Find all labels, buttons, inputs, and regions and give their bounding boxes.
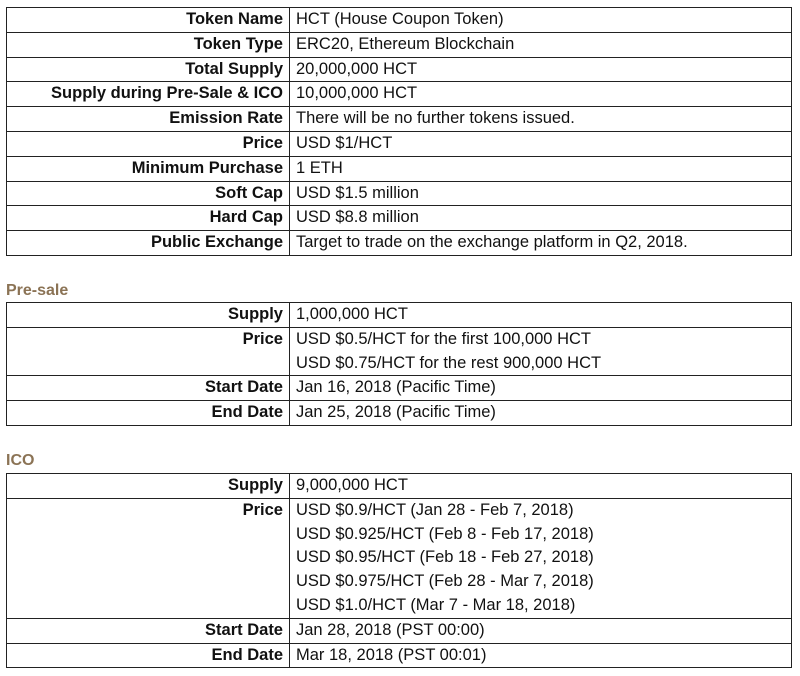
price-line: USD $0.975/HCT (Feb 28 - Mar 7, 2018): [296, 572, 594, 591]
row-label: End Date: [7, 401, 290, 426]
table-row: [7, 57, 792, 82]
presale-heading: Pre-sale: [6, 282, 69, 299]
table-row: [7, 618, 792, 643]
table-row: [7, 498, 792, 618]
row-label: Minimum Purchase: [7, 156, 290, 181]
price-line: USD $0.925/HCT (Feb 8 - Feb 17, 2018): [296, 524, 594, 543]
row-value: 9,000,000 HCT: [290, 474, 792, 499]
row-label: Soft Cap: [7, 181, 290, 206]
price-line: USD $0.75/HCT for the rest 900,000 HCT: [296, 353, 602, 372]
presale-table: [6, 302, 792, 426]
table-row: [7, 206, 792, 231]
price-line: USD $1.0/HCT (Mar 7 - Mar 18, 2018): [296, 595, 576, 614]
row-label: End Date: [7, 643, 290, 668]
row-value: 1 ETH: [290, 156, 792, 181]
table-row: [7, 156, 792, 181]
table-row: [7, 231, 792, 256]
table-row: [7, 131, 792, 156]
row-label: Supply during Pre-Sale & ICO: [7, 82, 290, 107]
price-line: USD $0.95/HCT (Feb 18 - Feb 27, 2018): [296, 548, 594, 567]
table-row: [7, 327, 792, 376]
row-value: 10,000,000 HCT: [290, 82, 792, 107]
row-value: ERC20, Ethereum Blockchain: [290, 32, 792, 57]
row-value: Target to trade on the exchange platform in Q2, 2018.: [290, 231, 792, 256]
table-row: [7, 181, 792, 206]
row-value: [290, 498, 792, 618]
row-label: Price: [7, 498, 290, 618]
row-value: 20,000,000 HCT: [290, 57, 792, 82]
table-row: [7, 303, 792, 328]
ico-heading: ICO: [6, 452, 35, 469]
row-value: USD $1.5 million: [290, 181, 792, 206]
row-label: Public Exchange: [7, 231, 290, 256]
row-label: Hard Cap: [7, 206, 290, 231]
table-row: [7, 82, 792, 107]
table-row: [7, 643, 792, 668]
row-label: Supply: [7, 474, 290, 499]
row-value: 1,000,000 HCT: [290, 303, 792, 328]
row-value: Jan 28, 2018 (PST 00:00): [290, 618, 792, 643]
row-value: Mar 18, 2018 (PST 00:01): [290, 643, 792, 668]
row-label: Emission Rate: [7, 107, 290, 132]
row-label: Total Supply: [7, 57, 290, 82]
row-value: USD $1/HCT: [290, 131, 792, 156]
price-line: USD $0.5/HCT for the first 100,000 HCT: [296, 329, 591, 348]
row-value: USD $8.8 million: [290, 206, 792, 231]
table-row: [7, 8, 792, 33]
row-label: Start Date: [7, 618, 290, 643]
token-details-table: [6, 7, 792, 256]
row-value: Jan 16, 2018 (Pacific Time): [290, 376, 792, 401]
ico-table: [6, 473, 792, 668]
row-label: Start Date: [7, 376, 290, 401]
table-row: [7, 32, 792, 57]
table-row: [7, 474, 792, 499]
row-value: There will be no further tokens issued.: [290, 107, 792, 132]
price-line: USD $0.9/HCT (Jan 28 - Feb 7, 2018): [296, 500, 574, 519]
row-label: Token Name: [7, 8, 290, 33]
row-label: Supply: [7, 303, 290, 328]
table-row: [7, 107, 792, 132]
table-row: [7, 376, 792, 401]
row-label: Price: [7, 327, 290, 376]
row-label: Token Type: [7, 32, 290, 57]
row-label: Price: [7, 131, 290, 156]
table-row: [7, 401, 792, 426]
row-value: Jan 25, 2018 (Pacific Time): [290, 401, 792, 426]
row-value: [290, 327, 792, 376]
row-value: HCT (House Coupon Token): [290, 8, 792, 33]
